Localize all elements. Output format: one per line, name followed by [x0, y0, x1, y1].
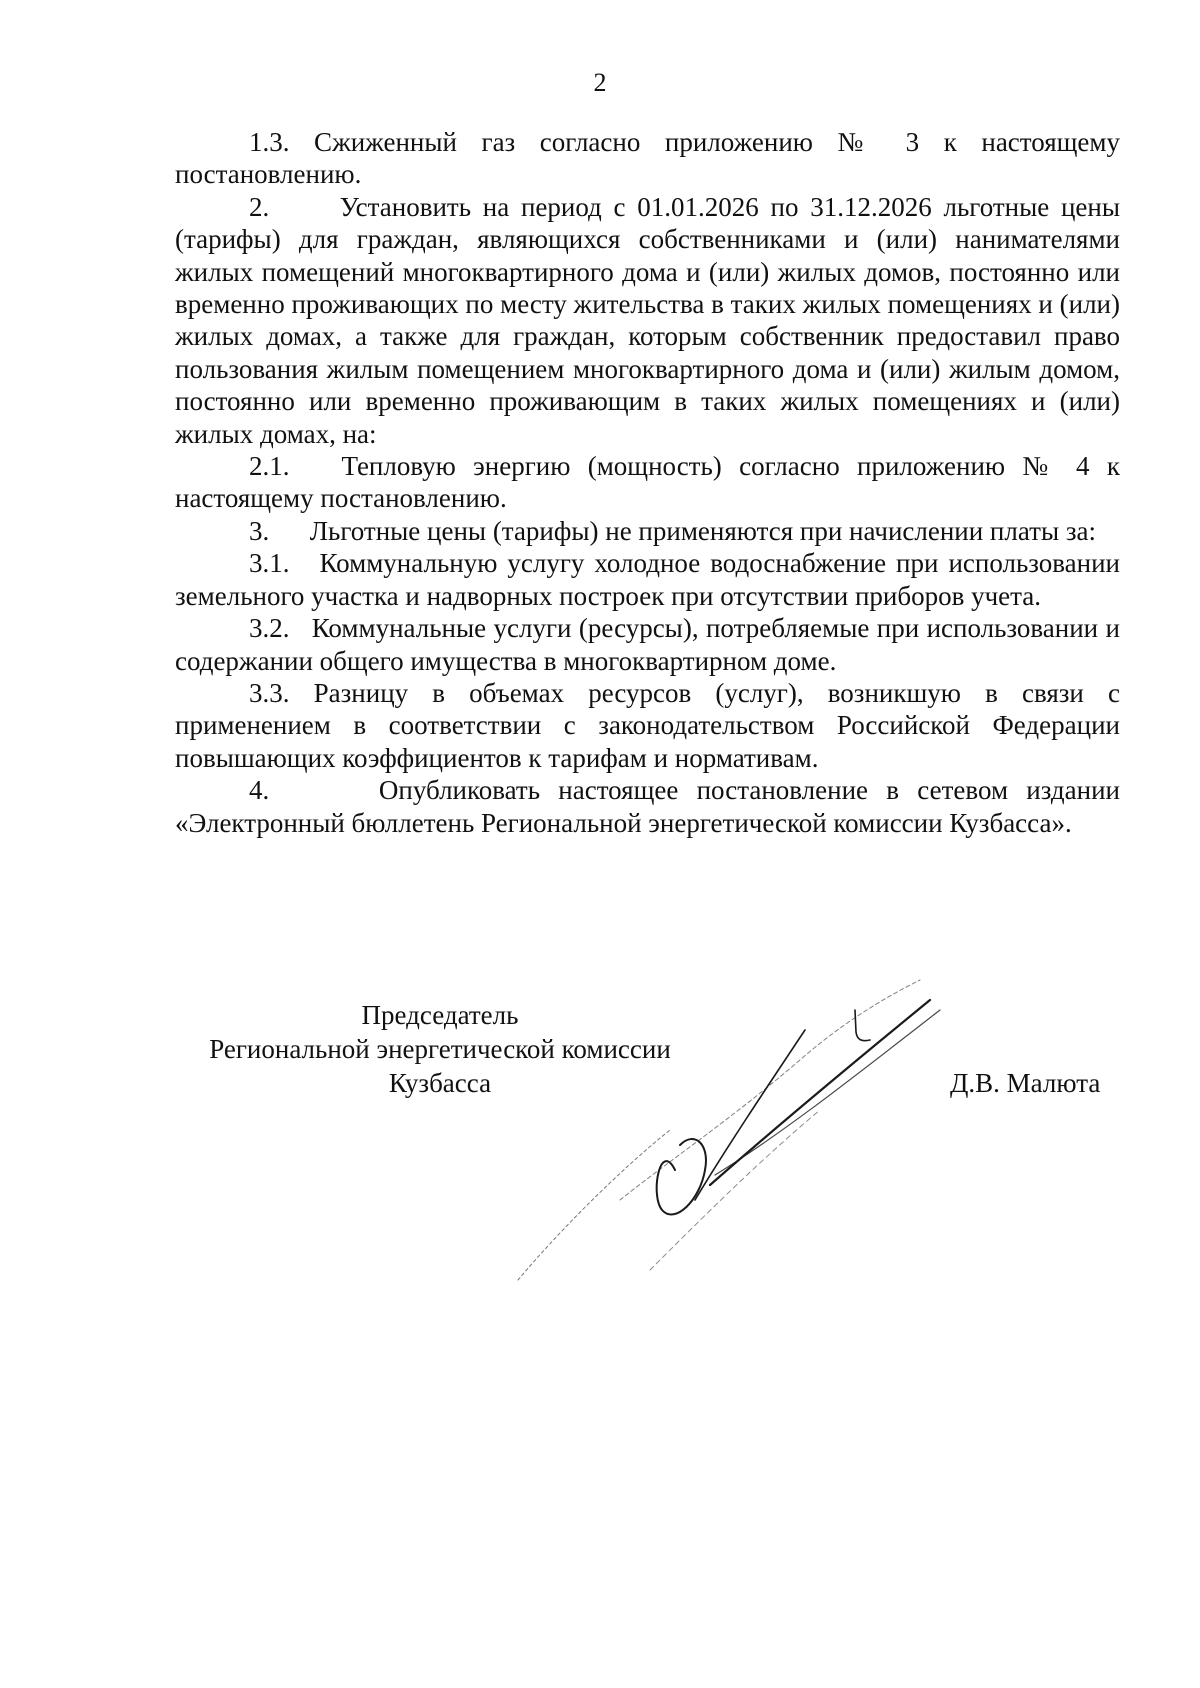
- paragraph-3-3: 3.3. Разницу в объемах ресурсов (услуг), возникшую в связи с применением в соответствии с законодательством Российской Федерации повышающих коэффициентов к тарифам и нормативам.: [175, 677, 1120, 773]
- document-body: [175, 126, 1120, 839]
- paragraph-3-2: 3.2. Коммунальные услуги (ресурсы), потребляемые при использовании и содержании общего имущества в многоквартирном доме.: [175, 613, 1120, 676]
- paragraph-3-1: 3.1. Коммунальную услугу холодное водоснабжение при использовании земельного участка и надворных построек при отсутствии приборов учета.: [175, 548, 1120, 611]
- page-number: 2: [593, 68, 607, 97]
- signatory-title-line: Председатель: [361, 1000, 519, 1030]
- signatory-name: Д.В. Малюта: [950, 1068, 1101, 1098]
- signatory-title-line: Кузбасса: [388, 1068, 492, 1098]
- handwritten-signature: [500, 970, 980, 1310]
- paragraph-2: 2. Установить на период с 01.01.2026 по 31.12.2026 льготные цены (тарифы) для граждан, являющихся собственниками и (или) нанимателями жилых помещений многоквартирного дома и (или) жилых домов, постоянно или временно проживающих по месту жительства в таких жилых помещениях и (или) жилых домах, а также для граждан, которым собственник предоставил право пользования жилым помещением многоквартирного дома и (или) жилым домом, постоянно или временно проживающим в таких жилых помещениях и (или) жилых домах, на:: [175, 191, 1120, 449]
- paragraph-2-1: 2.1. Тепловую энергию (мощность) согласно приложению № 4 к настоящему постановлению.: [175, 451, 1120, 514]
- paragraph-1-3: 1.3. Сжиженный газ согласно приложению № 3 к настоящему постановлению.: [175, 127, 1120, 190]
- paragraph-4: 4. Опубликовать настоящее постановление в сетевом издании «Электронный бюллетень Региональной энергетической комиссии Кузбасса».: [175, 775, 1120, 838]
- paragraph-3: 3. Льготные цены (тарифы) не применяются при начислении платы за:: [249, 515, 1096, 546]
- signatory-title-line: Региональной энергетической комиссии: [209, 1034, 671, 1064]
